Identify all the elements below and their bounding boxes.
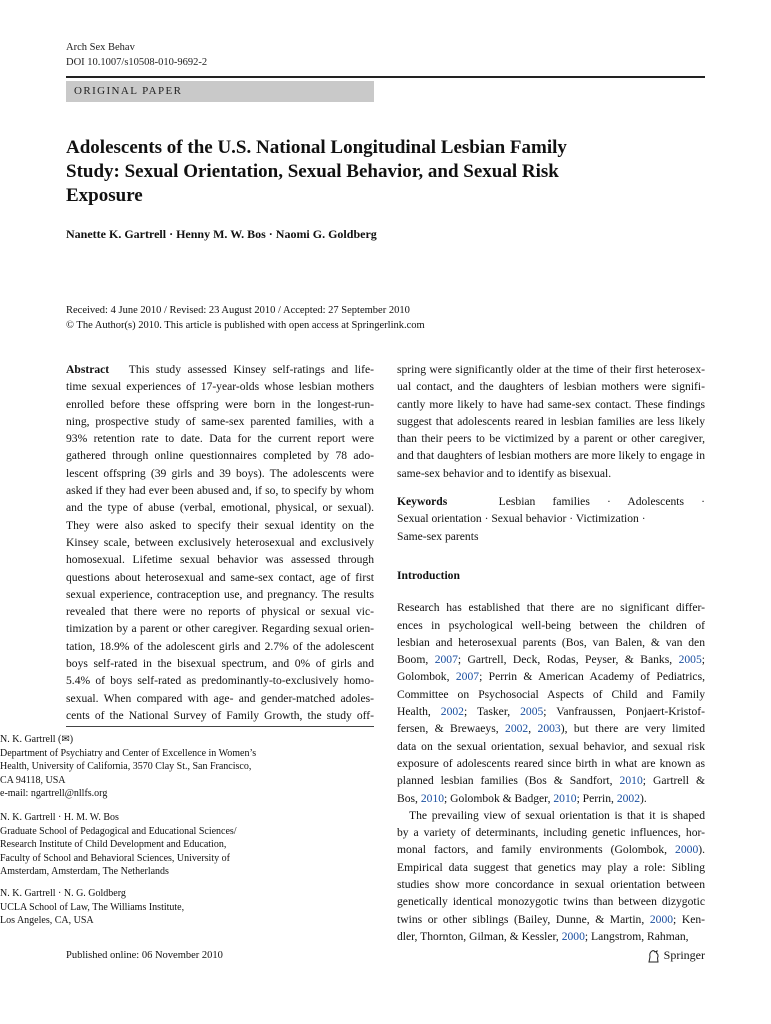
abstract-line: sexual experience, contraception use, and pregnancy. The results: [66, 587, 374, 601]
title-line: Exposure: [66, 185, 143, 206]
abstract-line: revealed that there were no reports of physical or sexual vic-: [66, 605, 374, 619]
citation-link[interactable]: 2003: [537, 722, 561, 736]
introduction-line: monal factors, and family environments (Golombok, 2000).: [397, 843, 705, 857]
affiliation-block: [0, 733, 300, 801]
article-type-banner: ORIGINAL PAPER: [66, 81, 374, 102]
abstract: [66, 361, 374, 724]
history-dates: Received: 4 June 2010 / Revised: 23 August 2010 / Accepted: 27 September 2010: [66, 305, 410, 316]
title-line: Study: Sexual Orientation, Sexual Behavior, and Sexual Risk: [66, 161, 559, 182]
introduction-line: Bos, 2010; Golombok & Badger, 2010; Perrin, 2002).: [397, 791, 647, 805]
keywords-line: Same-sex parents: [397, 529, 479, 543]
introduction-heading: Introduction: [397, 568, 460, 582]
abstract-line: boys self-rated in the bisexual spectrum, and 0% of girls and: [66, 657, 374, 671]
affiliation-line: N. K. Gartrell · H. M. W. Bos: [0, 812, 119, 823]
header-rule: [66, 76, 705, 78]
citation-link[interactable]: 2010: [420, 791, 445, 805]
abstract-line: timization by a parent or other caregiver. Regarding sexual orien-: [66, 622, 374, 636]
citation-link[interactable]: 2000: [649, 912, 674, 926]
abstract-line: ning, prospective study of same-sex parented families, with a: [66, 414, 374, 428]
affiliation-line: Graduate School of Pedagogical and Educational Sciences/: [0, 825, 237, 837]
introduction-line: dler, Thornton, Gilman, & Kessler, 2000; Langstrom, Rahman,: [397, 929, 689, 943]
copyright-notice: © The Author(s) 2010. This article is published with open access at Springerlink.com: [66, 320, 425, 331]
right-column: [397, 361, 705, 945]
affiliation-line: N. K. Gartrell · N. G. Goldberg: [0, 888, 126, 899]
introduction-paragraph-2: [397, 807, 705, 945]
abstract-line: same-sex behavior and to identify as bisexual.: [397, 466, 612, 480]
introduction-line: data on the sexual orientation, sexual behavior, and sexual risk: [397, 739, 705, 753]
author-list: Nanette K. Gartrell · Henny M. W. Bos · Naomi G. Goldberg: [66, 227, 377, 241]
abstract-line: ual contact, and the daughters of lesbian mothers were signifi-: [397, 380, 705, 394]
abstract-line: time sexual experiences of 17-year-olds whose lesbian mothers: [66, 380, 374, 394]
introduction-line: exposure of adolescents reared since birth in what are known as: [397, 756, 705, 770]
publisher-logo[interactable]: [647, 948, 705, 963]
abstract-line: 93% retention rate to date. Data for the current report were: [66, 432, 374, 446]
title-line: Adolescents of the U.S. National Longitudinal Lesbian Family: [66, 137, 567, 158]
abstract-line: enrolled before these offspring were born in the longest-run-: [66, 397, 374, 411]
abstract-line: and the type of abuse (verbal, emotional, physical, or sexual).: [66, 501, 374, 515]
abstract-line: cents of the National Survey of Family Growth, the study off-: [66, 708, 374, 722]
affiliation-line: Faculty of School and Behavioral Sciences, University of: [0, 852, 230, 864]
abstract-line: This study assessed Kinsey self-ratings and life-: [128, 363, 374, 376]
affiliation-block: [0, 811, 300, 879]
publisher-name: Springer: [663, 948, 705, 962]
citation-link[interactable]: 2000: [561, 929, 585, 943]
abstract-line: Kinsey scale, between exclusively heterosexual and exclusively: [66, 535, 374, 549]
abstract-line: asked if they had ever been abused and, if so, to specify by whom: [66, 484, 374, 498]
abstract-line: sexual. When compared with age- and gender-matched adoles-: [66, 691, 374, 705]
introduction-line: ences in psychological well-being between the children of: [397, 618, 705, 632]
affiliation-line: Health, University of California, 3570 Clay St., San Francisco,: [0, 761, 252, 772]
springer-horse-icon: [647, 949, 660, 963]
introduction-line: Committee on Psychosocial Aspects of Child and Family: [397, 687, 705, 701]
article-dates: [66, 303, 425, 333]
abstract-line: gathered through online questionnaires completed by 78 ado-: [66, 449, 374, 463]
footnote-separator: [66, 726, 374, 727]
affiliation-line: N. K. Gartrell (✉): [0, 734, 74, 745]
citation-link[interactable]: 2007: [434, 653, 458, 667]
affiliation-line: Department of Psychiatry and Center of Excellence in Women’s: [0, 747, 257, 759]
introduction-line: lesbian and heterosexual parents (Bos, van Balen, & van den: [397, 635, 705, 649]
introduction-line: twins or other siblings (Bailey, Dunne, & Martin, 2000; Ken-: [397, 912, 705, 926]
abstract-line: spring were significantly older at the time of their first heterosex-: [397, 363, 705, 376]
abstract-line: questions about heterosexual and same-sex contact, age of first: [66, 570, 374, 584]
introduction-line: Empirical data suggest that genetics may play a role: Sibling: [397, 860, 705, 874]
affiliation-block: [0, 887, 300, 928]
introduction-line: The prevailing view of sexual orientation is that it is shaped: [409, 808, 705, 822]
introduction-line: Research has established that there are no significant differ-: [397, 601, 705, 615]
abstract-line: 5.4% of boys self-rated as predominantly-to-exclusively homo-: [66, 674, 374, 688]
affiliation-line: UCLA School of Law, The Williams Institute,: [0, 901, 185, 913]
introduction-line: Boom, 2007; Gartrell, Deck, Rodas, Peyser, & Banks, 2005;: [397, 653, 705, 667]
keywords-line: Sexual orientation · Sexual behavior · Victimization ·: [397, 512, 646, 526]
introduction-line: genetically identical monozygotic twins than between dizygotic: [397, 895, 705, 909]
citation-link[interactable]: 2002: [440, 705, 464, 719]
citation-link[interactable]: 2005: [678, 653, 702, 667]
introduction-line: Health, 2002; Tasker, 2005; Vanfraussen, Ponjaert-Kristof-: [397, 705, 705, 719]
affiliation-line: Amsterdam, Amsterdam, The Netherlands: [0, 866, 169, 877]
citation-link[interactable]: 2005: [520, 705, 544, 719]
affiliation-email[interactable]: e-mail: ngartrell@nllfs.org: [0, 788, 108, 799]
introduction-line: fersen, & Brewaeys, 2002, 2003), but there are very limited: [397, 722, 705, 736]
abstract-line: and that daughters of lesbian mothers are more likely to engage in: [397, 449, 705, 463]
journal-name: Arch Sex Behav: [66, 42, 135, 53]
affiliation-line: Los Angeles, CA, USA: [0, 915, 94, 926]
abstract-line: They were also asked to specify their sexual identity on the: [66, 518, 374, 532]
abstract-heading: Abstract: [66, 363, 110, 376]
abstract-line: suggest that adolescents reared in lesbian families are less likely: [397, 414, 705, 428]
published-date: Published online: 06 November 2010: [66, 950, 223, 961]
citation-link[interactable]: 2002: [616, 791, 640, 805]
abstract-line: tation, 18.9% of the adolescent girls and 2.7% of the adolescent: [66, 639, 374, 653]
citation-link[interactable]: 2002: [505, 722, 529, 736]
citation-link[interactable]: 2010: [553, 791, 577, 805]
affiliation-line: CA 94118, USA: [0, 774, 66, 786]
abstract-line: cantly more likely to have had same-sex contact. These findings: [397, 397, 705, 411]
abstract-line: homosexual. Lifetime sexual behavior was assessed through: [66, 553, 374, 567]
keywords-line: Lesbian families · Adolescents ·: [498, 495, 705, 509]
introduction-paragraph-1: [397, 599, 705, 807]
citation-link[interactable]: 2000: [675, 843, 699, 857]
introduction-line: Golombok, 2007; Perrin & American Academy of Pediatrics,: [397, 670, 705, 684]
abstract-line: lescent offspring (39 girls and 39 boys). The adolescents were: [66, 466, 374, 480]
introduction-line: planned lesbian families (Bos & Sandfort, 2010; Gartrell &: [397, 774, 705, 788]
keywords-heading: Keywords: [397, 495, 448, 509]
paper-title: [66, 136, 686, 208]
citation-link[interactable]: 2007: [455, 670, 480, 684]
introduction-line: by a variety of determinants, including genetic influences, hor-: [397, 826, 705, 840]
abstract-line: than their peers to be victimized by a parent or other caregiver,: [397, 432, 705, 446]
affiliation-line: Research Institute of Child Development and Education,: [0, 839, 227, 850]
doi: DOI 10.1007/s10508-010-9692-2: [66, 57, 208, 68]
citation-link[interactable]: 2010: [619, 774, 643, 788]
introduction-line: studies show more concordance in sexual orientation between: [397, 878, 705, 892]
